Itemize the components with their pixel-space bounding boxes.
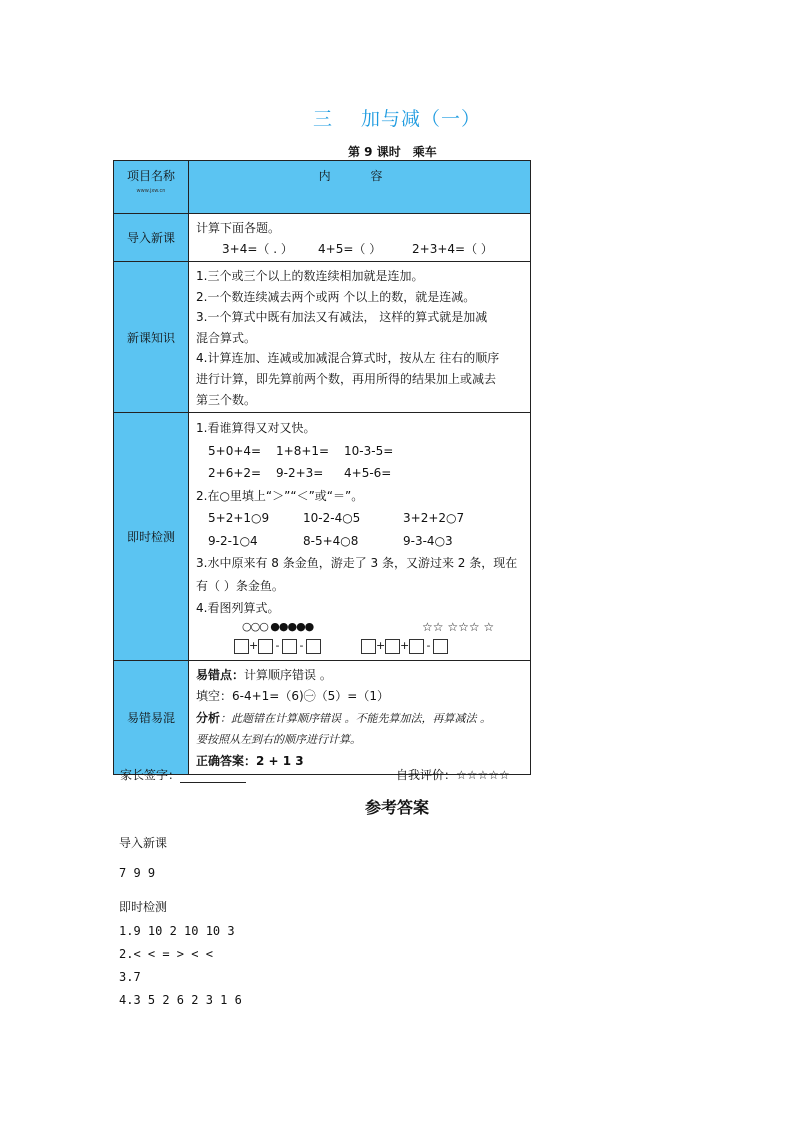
- check-q1-title: 1.看谁算得又对又快。: [196, 421, 316, 436]
- check-label-text: 即时检测: [126, 529, 175, 544]
- knowledge-line: 混合算式。: [196, 330, 257, 345]
- equation-boxes: + - - + + -: [196, 636, 524, 658]
- circles-picture: ○○○ ●●●●●: [242, 620, 314, 634]
- check-q4-title: 4.看图列算式。: [196, 601, 280, 616]
- header-col-item: [114, 161, 189, 214]
- check-q2-item: 9-2-1○4: [208, 533, 258, 548]
- mistake-row: [114, 660, 531, 775]
- mistake-content: [189, 660, 531, 775]
- check-q2-item: 3+2+2○7: [403, 511, 465, 526]
- knowledge-line: 2.一个数连续减去两个或两 个以上的数，就是连减。: [196, 289, 476, 304]
- table-header-row: [114, 161, 531, 214]
- answers-line-4: 4.3 5 2 6 2 3 1 6: [119, 993, 242, 1007]
- check-q1-item: 4+5-6=: [344, 466, 392, 481]
- correct-answer: ：2 + 1 3: [244, 753, 304, 768]
- knowledge-line: 3.一个算式中既有加法又有减法， 这样的算式就是加减: [196, 310, 488, 325]
- intro-label-text: 导入新课: [126, 231, 175, 245]
- check-q1-item: 9-2+3=: [276, 466, 324, 481]
- check-label: [114, 413, 189, 661]
- knowledge-line: 4.计算连加、连减或加减混合算式时，按从左 往右的顺序: [196, 351, 500, 366]
- knowledge-content: [189, 262, 531, 413]
- answers-intro-line: 7 9 9: [119, 866, 156, 880]
- answer-box[interactable]: [409, 639, 424, 654]
- signature-label: 家长签字：: [120, 768, 181, 782]
- check-q2-item: 8-5+4○8: [303, 533, 359, 548]
- check-row: [114, 413, 531, 661]
- intro-row: [114, 214, 531, 262]
- answers-line-2: 2.< < = > < <: [119, 947, 213, 961]
- knowledge-line: 第三个数。: [196, 392, 257, 407]
- header-content-label: 内 容: [318, 169, 401, 183]
- answer-box[interactable]: [361, 639, 376, 654]
- analysis-text: ：此题错在计算顺序错误 。不能先算加法，再算减法 。: [220, 711, 492, 725]
- analysis-label: 分析: [196, 710, 221, 725]
- check-q1-item: 5+0+4=: [208, 443, 262, 458]
- knowledge-line: 1.三个或三个以上的数连续相加就是连加。: [196, 269, 424, 283]
- intro-content: [189, 214, 531, 262]
- answers-section-check: 即时检测: [119, 900, 168, 914]
- self-evaluation: 自我评价：☆☆☆☆☆: [396, 768, 510, 782]
- answers-line-1: 1.9 10 2 10 10 3: [119, 924, 235, 938]
- knowledge-label: [114, 262, 189, 413]
- check-q2-item: 5+2+1○9: [208, 511, 270, 526]
- answer-box[interactable]: [258, 639, 273, 654]
- mistake-label-text: 易错易混: [126, 710, 175, 725]
- mistake-point: 计算顺序错误 。: [244, 667, 332, 682]
- parent-signature: [120, 766, 246, 783]
- page-title: [0, 104, 794, 131]
- knowledge-row: [114, 262, 531, 413]
- knowledge-line: 进行计算，即先算前两个数，再用所得的结果加上或减去: [196, 371, 497, 386]
- check-q1-item: 1+8+1=: [276, 443, 330, 458]
- answer-box[interactable]: [385, 639, 400, 654]
- answers-section-intro: 导入新课: [119, 836, 168, 850]
- mistake-label: [114, 660, 189, 775]
- knowledge-label-text: 新课知识: [126, 330, 175, 345]
- check-content: [189, 413, 531, 661]
- answers-line-3: 3.7: [119, 970, 141, 984]
- answer-label: 正确答案: [196, 753, 245, 768]
- intro-instruction: 计算下面各题。: [196, 221, 281, 235]
- analysis-text-2: 要按照从左到右的顺序进行计算。: [196, 733, 361, 747]
- stars-picture: ☆☆ ☆☆☆ ☆: [422, 620, 495, 635]
- answer-box[interactable]: [306, 639, 321, 654]
- lesson-subtitle: [348, 143, 437, 160]
- intro-q1: 3+4=（ . ）: [222, 241, 293, 256]
- check-q1-item: 10-3-5=: [344, 443, 394, 458]
- title-part2: 加与减（一）: [361, 108, 482, 130]
- check-q2-item: 10-2-4○5: [303, 511, 361, 526]
- answer-box[interactable]: [282, 639, 297, 654]
- signature-line[interactable]: [180, 770, 246, 783]
- intro-q2: 4+5=（ ）: [318, 241, 382, 256]
- lesson-number: 第 9 课时: [348, 145, 401, 159]
- check-q3-line1: 3.水中原来有 8 条金鱼，游走了 3 条，又游过来 2 条，现在: [196, 556, 518, 571]
- check-q2-title: 2.在○里填上“＞”“＜”或“＝”。: [196, 488, 364, 503]
- check-q1-item: 2+6+2=: [208, 466, 262, 481]
- answer-box[interactable]: [234, 639, 249, 654]
- title-part1: 三: [312, 108, 333, 130]
- check-q3-line2: 有（ ）条金鱼。: [196, 578, 284, 593]
- mistake-point-label: 易错点：: [196, 667, 245, 682]
- header-item-label: 项目名称: [126, 169, 175, 183]
- header-watermark: www.jxw.cn: [136, 188, 166, 194]
- lesson-table: [113, 160, 531, 775]
- lesson-name: 乘车: [412, 145, 437, 159]
- check-q2-item: 9-3-4○3: [403, 533, 453, 548]
- intro-q3: 2+3+4=（ ）: [412, 241, 493, 256]
- header-col-content: [189, 161, 531, 214]
- intro-label: [114, 214, 189, 262]
- answer-box[interactable]: [433, 639, 448, 654]
- answers-title: 参考答案: [364, 798, 429, 817]
- mistake-fill: 填空：6-4+1=（6)㊀（5）=（1）: [196, 689, 389, 704]
